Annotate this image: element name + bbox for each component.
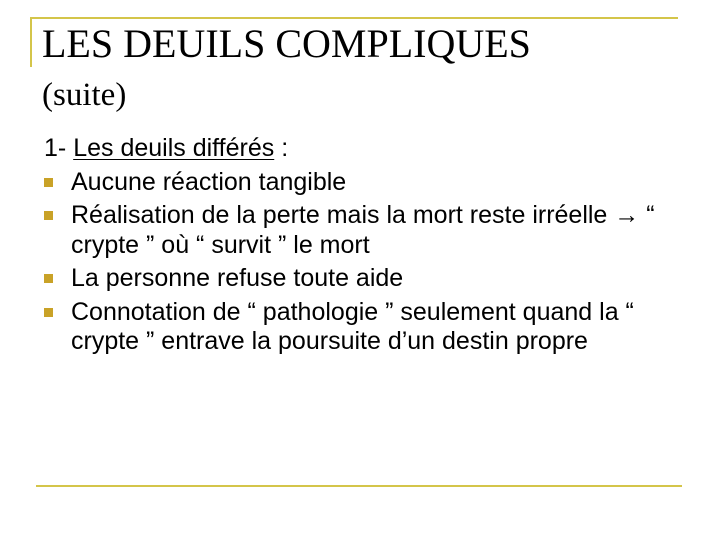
bullet-list [44,168,684,357]
bullet-item-3 [44,264,684,294]
slide-title: LES DEUILS COMPLIQUES [42,21,531,66]
bullet-text: La personne refuse toute aide [71,264,404,292]
section-heading [44,134,684,164]
bottom-accent-rule [36,485,682,487]
bullet-item-1 [44,168,684,198]
square-bullet-icon [44,274,53,283]
top-accent-rule [30,17,678,19]
bullet-item-4 [44,298,684,357]
square-bullet-icon [44,308,53,317]
bullet-item-2 [44,201,684,260]
square-bullet-icon [44,178,53,187]
left-accent-rule [30,17,32,67]
bullet-text: Réalisation de la perte mais la mort reste irréelle → “ crypte ” où “ survit ” le mort [71,201,655,259]
square-bullet-icon [44,211,53,220]
section-heading-term: Les deuils différés [73,134,275,162]
bullet-text: Aucune réaction tangible [71,167,347,196]
slide-subtitle: (suite) [42,77,127,113]
bullet-text: Connotation de “ pathologie ” seulement quand la “ crypte ” entrave la poursuite d’un destin propre [71,297,634,355]
slide-body [44,134,684,361]
section-heading-suffix: : [274,134,289,162]
section-heading-prefix: 1- [44,134,74,162]
